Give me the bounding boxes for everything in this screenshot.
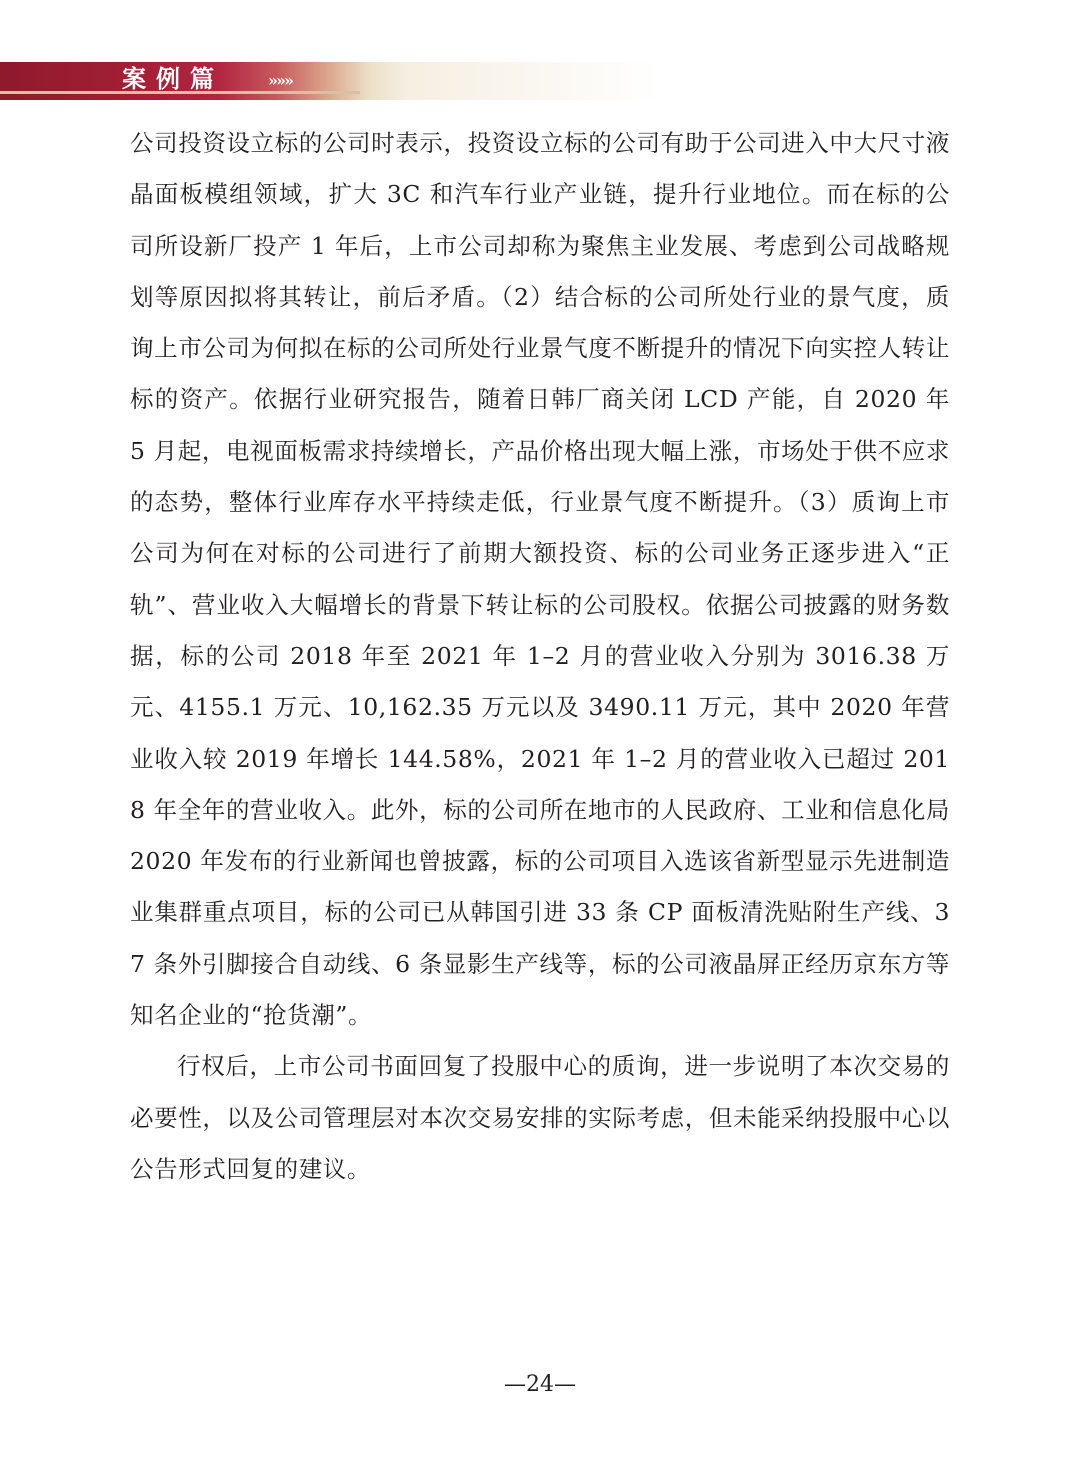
section-arrows: »»» (268, 71, 292, 90)
paragraph-2: 行权后，上市公司书面回复了投服中心的质询，进一步说明了本次交易的必要性，以及公司管理层对本次交易安排的实际考虑，但未能采纳投服中心以公告形式回复的建议。 (130, 1052, 950, 1183)
section-title: 案例篇 (122, 64, 224, 93)
paragraph-1: 公司投资设立标的公司时表示，投资设立标的公司有助于公司进入中大尺寸液晶面板模组领域，扩大 3C 和汽车行业产业链，提升行业地位。而在标的公司所设新厂投产 1 年后，上市公司却称为聚焦主业发展、考虑到公司战略规划等原因拟将其转让，前后矛盾。（2）结合标的公司所处行业的景气度，质询上市公司为何拟在标的公司所处行业景气度不断提升的情况下向实控人转让标的资产。依据行业研究报告，随着日韩厂商关闭 LCD 产能，自 2020 年 5 月起，电视面板需求持续增长，产品价格出现大幅上涨，市场处于供不应求的态势，整体行业库存水平持续走低，行业景气度不断提升。（3）质询上市公司为何在对标的公司进行了前期大额投资、标的公司业务正逐步进入“正轨”、营业收入大幅增长的背景下转让标的公司股权。依据公司披露的财务数据，标的公司 2018 年至 2021 年 1–2 月的营业收入分别为 3016.38 万元、4155.1 万元、10,162.35 万元以及 3490.11 万元，其中 2020 年营业收入较 2019 年增长 144.58%，2021 年 1–2 月的营业收入已超过 2018 年全年的营业收入。此外，标的公司所在地市的人民政府、工业和信息化局 2020 年发布的行业新闻也曾披露，标的公司项目入选该省新型显示先进制造业集群重点项目，标的公司已从韩国引进 33 条 CP 面板清洗贴附生产线、37 条外引脚接合自动线、6 条显影生产线等，标的公司液晶屏正经历京东方等知名企业的“抢货潮”。 (130, 129, 950, 1030)
body-text (130, 118, 950, 1195)
header-banner (0, 62, 660, 100)
page-number: —24— (504, 1372, 576, 1397)
